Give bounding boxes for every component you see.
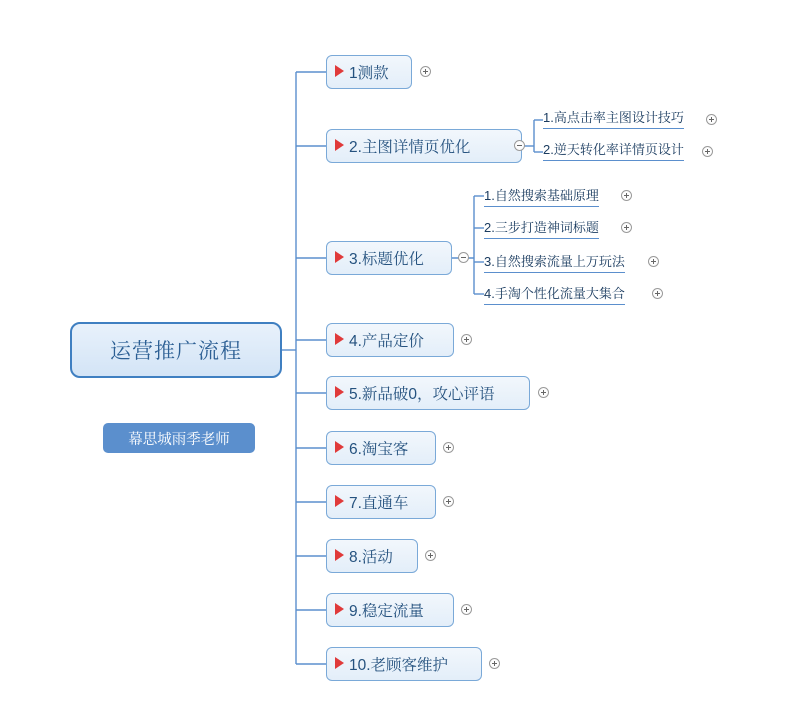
child-label-3-4: 4.手淘个性化流量大集合 <box>484 286 625 301</box>
collapse-marker-branch-2[interactable] <box>514 140 525 151</box>
expand-marker-branch-4[interactable] <box>461 334 472 345</box>
expand-marker-branch-5[interactable] <box>538 387 549 398</box>
expand-marker-2-2[interactable] <box>702 146 713 157</box>
branch-label-10: 10.老顾客维护 <box>349 657 449 674</box>
red-flag-icon <box>335 494 344 510</box>
child-node-3-2[interactable] <box>484 220 599 239</box>
red-flag-icon <box>335 602 344 618</box>
author-node[interactable] <box>103 423 255 453</box>
child-node-2-1[interactable] <box>543 110 684 129</box>
branch-label-7: 7.直通车 <box>349 495 409 512</box>
red-flag-icon <box>335 138 344 154</box>
red-flag-icon <box>335 250 344 266</box>
branch-label-2: 2.主图详情页优化 <box>349 139 471 156</box>
child-label-3-2: 2.三步打造神词标题 <box>484 220 599 235</box>
branch-node-6[interactable] <box>326 431 436 465</box>
branch-label-1: 1测款 <box>349 65 389 82</box>
branch-node-10[interactable] <box>326 647 482 681</box>
expand-marker-3-3[interactable] <box>648 256 659 267</box>
branch-node-4[interactable] <box>326 323 454 357</box>
author-label: 幕思城雨季老师 <box>128 431 230 448</box>
child-label-3-3: 3.自然搜索流量上万玩法 <box>484 254 625 269</box>
root-node[interactable] <box>70 322 282 378</box>
expand-marker-branch-6[interactable] <box>443 442 454 453</box>
branch-node-8[interactable] <box>326 539 418 573</box>
expand-marker-branch-9[interactable] <box>461 604 472 615</box>
expand-marker-3-1[interactable] <box>621 190 632 201</box>
branch-node-9[interactable] <box>326 593 454 627</box>
branch-label-4: 4.产品定价 <box>349 333 424 350</box>
expand-marker-branch-7[interactable] <box>443 496 454 507</box>
branch-label-9: 9.稳定流量 <box>349 603 424 620</box>
branch-node-1[interactable] <box>326 55 412 89</box>
red-flag-icon <box>335 440 344 456</box>
branch-node-3[interactable] <box>326 241 452 275</box>
expand-marker-3-4[interactable] <box>652 288 663 299</box>
red-flag-icon <box>335 385 344 401</box>
child-node-2-2[interactable] <box>543 142 684 161</box>
root-label: 运营推广流程 <box>110 340 242 363</box>
expand-marker-branch-8[interactable] <box>425 550 436 561</box>
branch-label-5: 5.新品破0，攻心评语 <box>349 386 495 403</box>
branch-label-6: 6.淘宝客 <box>349 441 409 458</box>
red-flag-icon <box>335 64 344 80</box>
child-label-2-2: 2.逆天转化率详情页设计 <box>543 142 684 157</box>
branch-label-8: 8.活动 <box>349 549 393 566</box>
red-flag-icon <box>335 548 344 564</box>
expand-marker-branch-10[interactable] <box>489 658 500 669</box>
expand-marker-3-2[interactable] <box>621 222 632 233</box>
branch-label-3: 3.标题优化 <box>349 251 424 268</box>
child-node-3-1[interactable] <box>484 188 599 207</box>
red-flag-icon <box>335 332 344 348</box>
child-label-3-1: 1.自然搜索基础原理 <box>484 188 599 203</box>
child-node-3-4[interactable] <box>484 286 625 305</box>
expand-marker-branch-1[interactable] <box>420 66 431 77</box>
expand-marker-2-1[interactable] <box>706 114 717 125</box>
branch-node-7[interactable] <box>326 485 436 519</box>
collapse-marker-branch-3[interactable] <box>458 252 469 263</box>
branch-node-5[interactable] <box>326 376 530 410</box>
child-label-2-1: 1.高点击率主图设计技巧 <box>543 110 684 125</box>
child-node-3-3[interactable] <box>484 254 625 273</box>
red-flag-icon <box>335 656 344 672</box>
branch-node-2[interactable] <box>326 129 522 163</box>
